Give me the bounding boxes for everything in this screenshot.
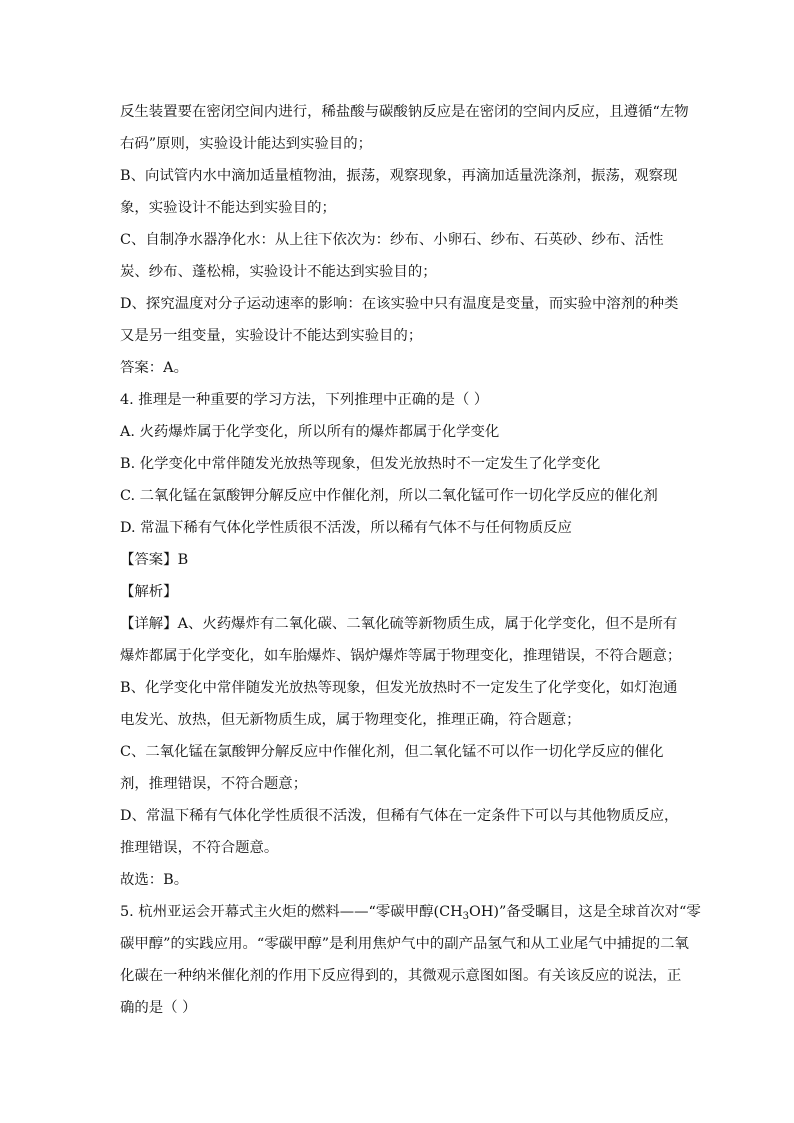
option-b: B. 化学变化中常伴随发光放热等现象，但发光放热时不一定发生了化学变化 [120,456,601,472]
analysis-label: 【解析】 [120,584,178,600]
option-c: C. 二氧化锰在氯酸钾分解反应中作催化剂，所以二氧化锰可作一切化学反应的催化剂 [120,488,658,504]
answer-line: 答案：A。 [120,360,188,376]
text-line: 反生装置要在密闭空间内进行，稀盐酸与碳酸钠反应是在密闭的空间内反应，且遵循“左物 [120,104,689,120]
option-a: A. 火药爆炸属于化学变化，所以所有的爆炸都属于化学变化 [120,424,500,440]
choice-line: 故选：B。 [120,872,189,888]
question-4-stem: 4. 推理是一种重要的学习方法，下列推理中正确的是（ ） [120,392,489,408]
option-d: D. 常温下稀有气体化学性质很不活泼，所以稀有气体不与任何物质反应 [120,520,572,536]
text-line: D、探究温度对分子运动速率的影响：在该实验中只有温度是变量，而实验中溶剂的种类 [120,296,679,312]
question-5-line-1 [120,902,701,927]
text-line: 爆炸都属于化学变化，如车胎爆炸、锅炉爆炸等属于物理变化，推理错误，不符合题意； [120,648,682,664]
q5-text-before: 5. 杭州亚运会开幕式主火炬的燃料——“零碳甲醇(CH [120,904,463,920]
question-5-line-2: 碳甲醇”的实践应用。“零碳甲醇”是利用焦炉气中的副产品氢气和从工业尾气中捕捉的二氧 [120,936,689,952]
q5-text-after: OH)”备受瞩目，这是全球首次对“零 [469,904,701,920]
text-line: 推理错误，不符合题意。 [120,840,279,856]
text-line: 右码”原则，实验设计能达到实验目的； [120,136,372,152]
text-line: C、二氧化锰在氯酸钾分解反应中作催化剂，但二氧化锰不可以作一切化学反应的催化 [120,744,664,760]
text-line: 炭、纱布、蓬松棉，实验设计不能达到实验目的； [120,264,437,280]
q5-subscript: 3 [462,911,470,922]
text-line: 电发光、放热，但无新物质生成，属于物理变化，推理正确，符合题意； [120,712,581,728]
answer-label: 【答案】B [120,552,189,568]
text-line: B、向试管内水中滴加适量植物油，振荡，观察现象，再滴加适量洗涤剂，振荡，观察现 [120,168,678,184]
text-line: C、自制净水器净化水：从上往下依次为：纱布、小卵石、纱布、石英砂、纱布、活性 [120,232,664,248]
text-line: 剂，推理错误，不符合题意； [120,776,308,792]
text-line: 象，实验设计不能达到实验目的； [120,200,336,216]
text-line: 【详解】A、火药爆炸有二氧化碳、二氧化硫等新物质生成，属于化学变化，但不是所有 [120,616,678,632]
text-line: D、常温下稀有气体化学性质很不活泼，但稀有气体在一定条件下可以与其他物质反应， [120,808,679,824]
text-line: 又是另一组变量，实验设计不能达到实验目的； [120,328,423,344]
text-line: B、化学变化中常伴随发光放热等现象，但发光放热时不一定发生了化学变化，如灯泡通 [120,680,678,696]
question-5-line-3: 化碳在一种纳米催化剂的作用下反应得到的，其微观示意图如图。有关该反应的说法，正 [120,968,682,984]
question-5-line-4: 确的是（ ） [120,1000,197,1016]
